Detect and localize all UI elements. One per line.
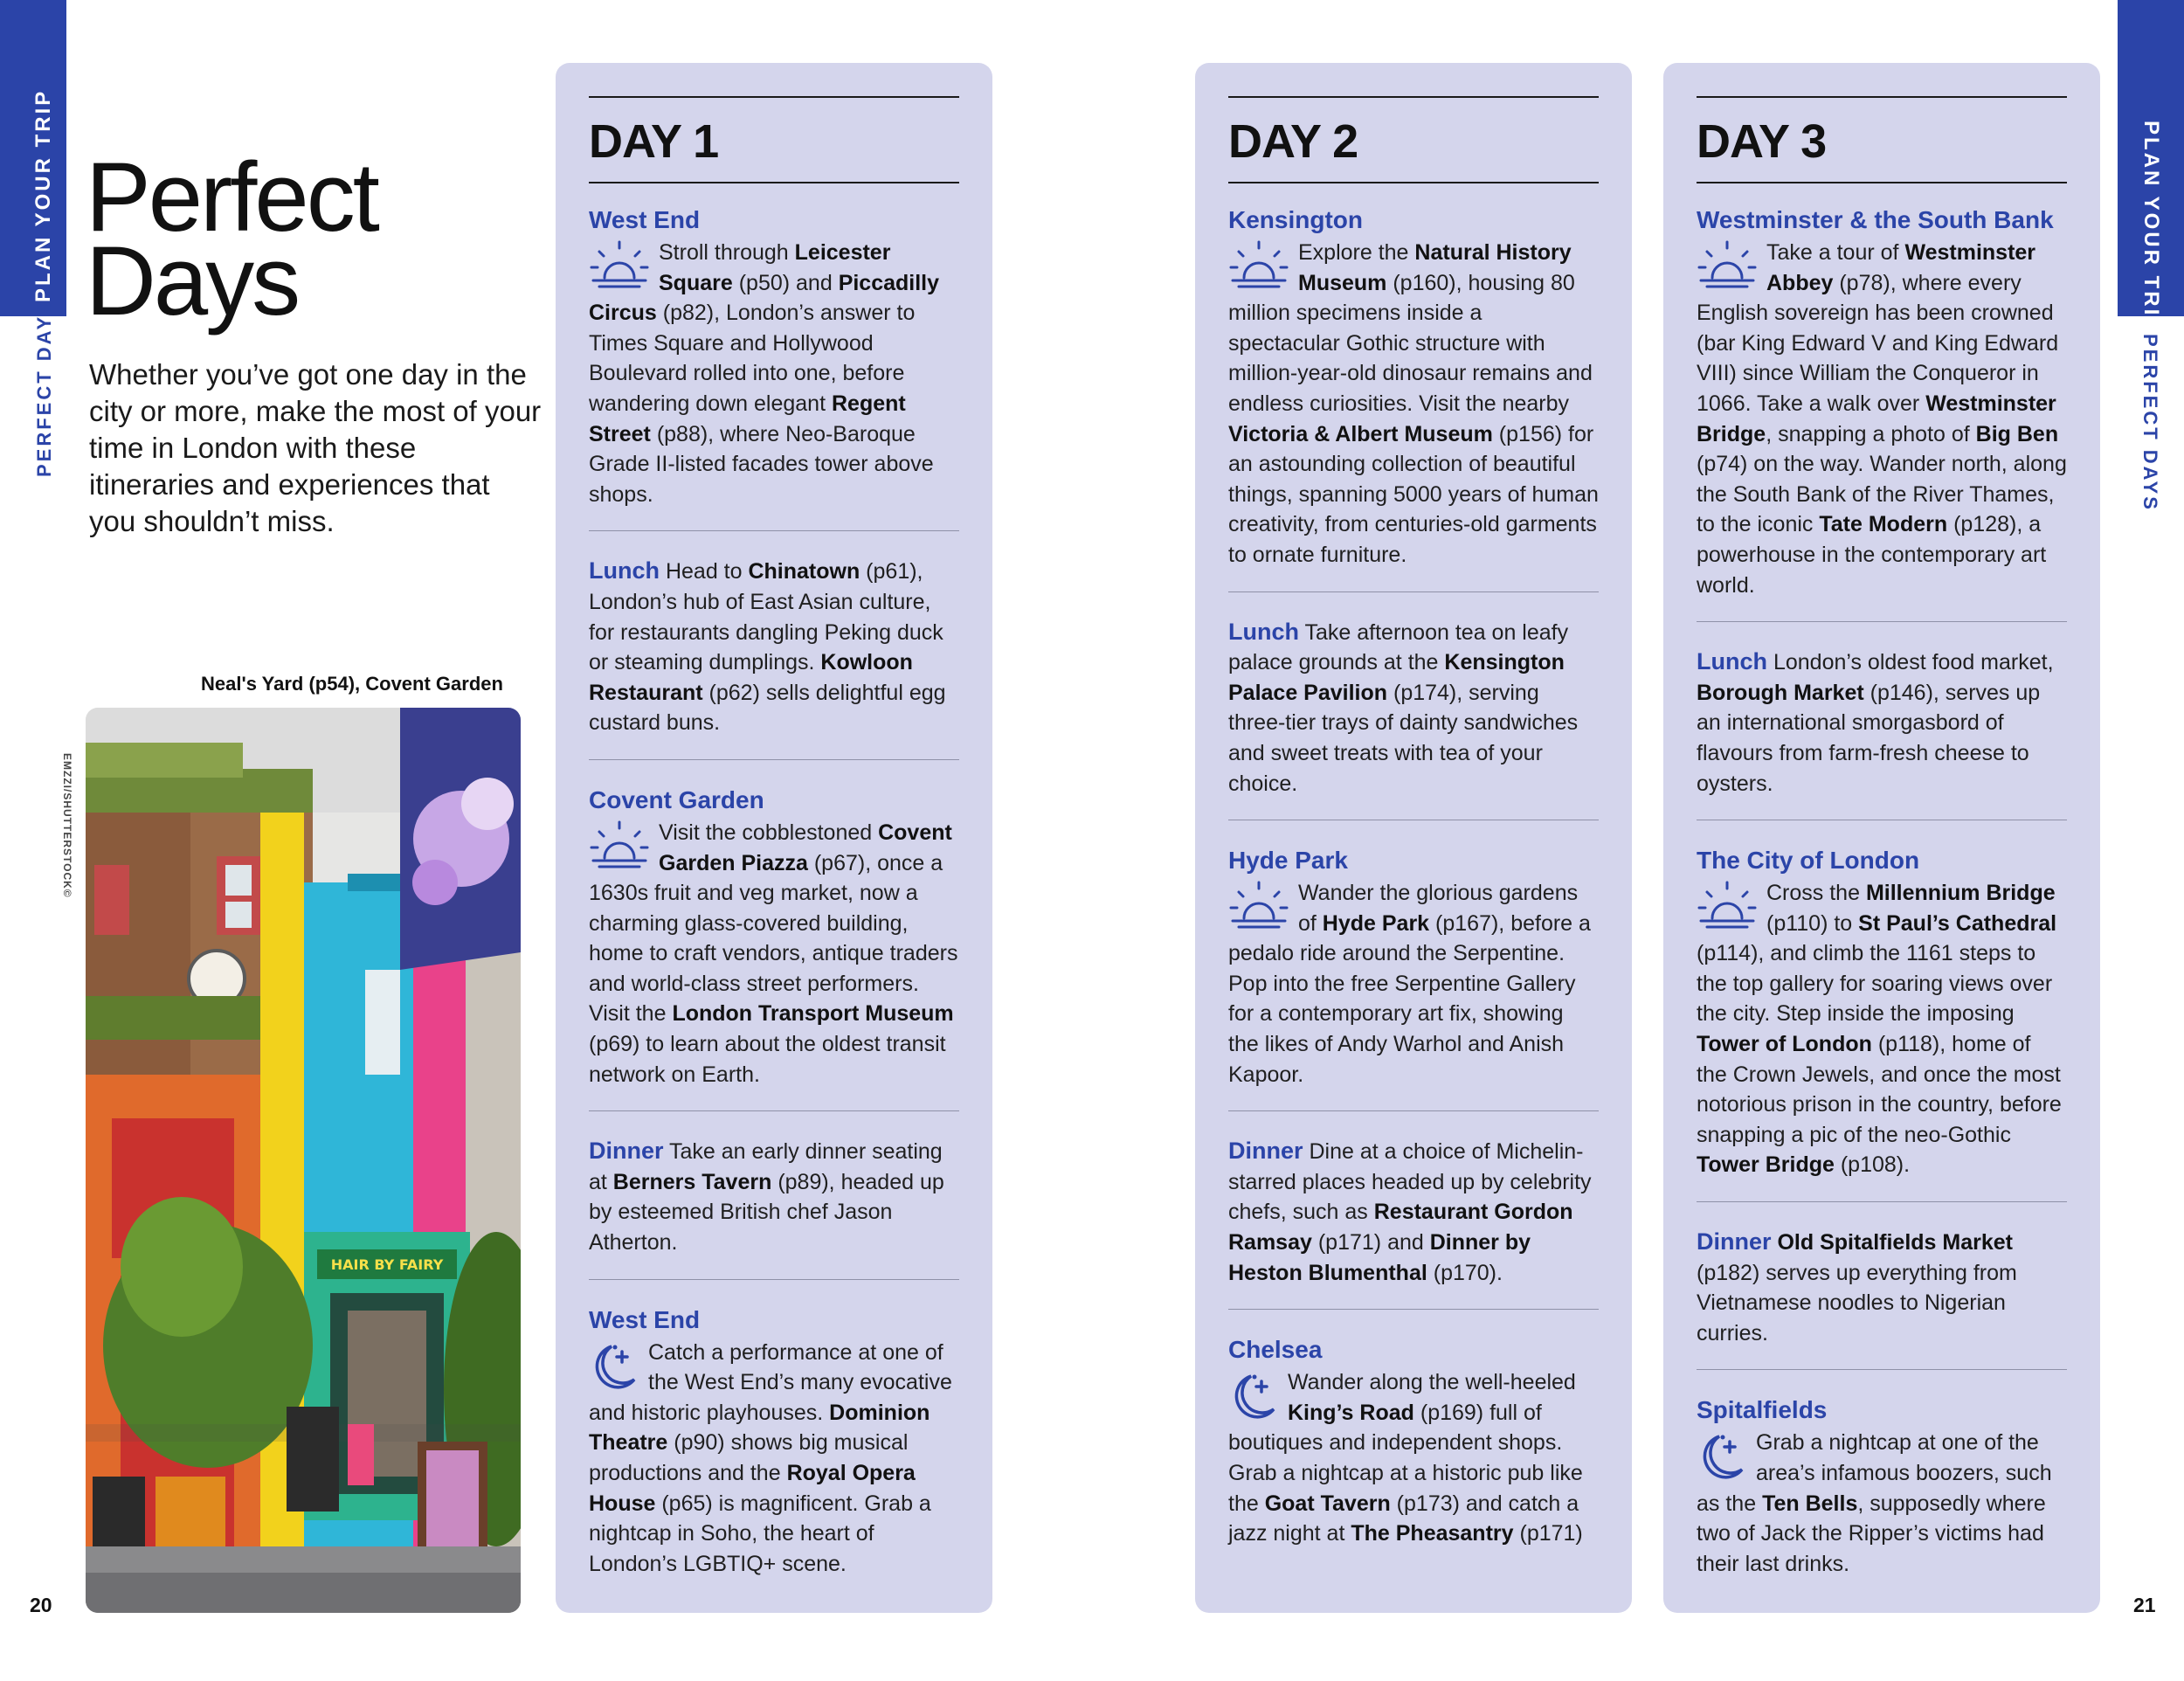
- sun-icon: [1228, 239, 1289, 294]
- itinerary-section: [1228, 1309, 1599, 1549]
- moon-icon: [589, 1339, 639, 1395]
- section-heading: West End: [589, 1305, 701, 1333]
- page-number-right: 21: [2133, 1594, 2156, 1616]
- section-text: [589, 556, 959, 738]
- moon-icon: [1228, 1369, 1279, 1425]
- page-number-left: 20: [30, 1594, 52, 1616]
- meal-label: Lunch: [1228, 618, 1299, 645]
- meal-label: Lunch: [589, 557, 660, 585]
- section-heading: Covent Garden: [589, 785, 764, 813]
- section-text: [1228, 238, 1599, 571]
- section-heading: Hyde Park: [1228, 847, 1348, 875]
- section-body: Wander the glorious gardens of Hyde Park (p167), before a pedalo ride around the Serpentine. Pop into the free Serpentine Gallery for a contemporary art fix, showing the likes of Andy Warhol and Anish Kapoor.: [1228, 881, 1591, 1087]
- section-text: [1228, 1367, 1599, 1549]
- itinerary-section: [1228, 1110, 1599, 1288]
- tab-label-plan-your-trip-left: PLAN YOUR TRIP: [31, 88, 55, 302]
- section-heading: Westminster & the South Bank: [1697, 206, 2054, 233]
- section-text: [1228, 1136, 1599, 1288]
- photo-caption: Neal's Yard (p54), Covent Garden: [201, 673, 503, 695]
- section-text: [1697, 878, 2067, 1180]
- day-sections: [589, 204, 959, 1579]
- card-top-rule: [589, 96, 959, 98]
- section-body: Head to Chinatown (p61), London’s hub of East Asian culture, for restaurants dangling Peking duck or steaming dumplings. Kowloon Restaurant (p62) sells delightful egg custard buns.: [589, 559, 946, 736]
- itinerary-section: [589, 530, 959, 738]
- sun-icon: [589, 239, 650, 294]
- section-text: [589, 1136, 959, 1257]
- day-title-rule: [1697, 182, 2067, 183]
- itinerary-section: [589, 1279, 959, 1580]
- section-heading: Kensington: [1228, 206, 1363, 233]
- section-body: Stroll through Leicester Square (p50) and Piccadilly Circus (p82), London’s answer to Times Square and Hollywood Boulevard rolled into one, before wandering down elegant Regent Street (p88), where Neo-Baroque Grade II-listed facades tower above shops.: [589, 240, 940, 507]
- section-text: [1228, 878, 1599, 1090]
- section-heading: The City of London: [1697, 847, 1920, 875]
- moon-icon: [1697, 1429, 1747, 1485]
- day-card-3: [1663, 63, 2100, 1613]
- page-title: [86, 142, 377, 336]
- itinerary-section: [1697, 204, 2067, 600]
- itinerary-section: [1228, 820, 1599, 1090]
- section-text: [1228, 617, 1599, 799]
- photo-credit: EMZZI/SHUTTERSTOCK©: [61, 753, 73, 898]
- itinerary-section: [589, 759, 959, 1090]
- sun-icon: [1228, 880, 1289, 934]
- itinerary-section: [1697, 1201, 2067, 1348]
- section-body: Dine at a choice of Michelin-starred places headed up by celebrity chefs, such as Restaurant Gordon Ramsay (p171) and Dinner by Heston Blumenthal (p170).: [1228, 1139, 1592, 1285]
- section-body: Catch a performance at one of the West End’s many evocative and historic playhouses. Dominion Theatre (p90) shows big musical productions and the Royal Opera House (p65) is magnificent. Grab a nightcap in Soho, the heart of London’s LGBTIQ+ scene.: [589, 1339, 952, 1576]
- meal-label: Lunch: [1697, 648, 1767, 675]
- title-line-1: Perfect: [86, 142, 377, 252]
- itinerary-section: [1697, 1369, 2067, 1579]
- card-top-rule: [1697, 96, 2067, 98]
- tab-label-plan-your-trip-right: PLAN YOUR TRIP: [2139, 121, 2163, 335]
- section-body: Take afternoon tea on leafy palace grounds at the Kensington Palace Pavilion (p174), serving three-tier trays of dainty sandwiches and sweet treats with tea of your choice.: [1228, 619, 1579, 796]
- section-body: Cross the Millennium Bridge (p110) to St Paul’s Cathedral (p114), and climb the 1161 steps to the top gallery for soaring views over the city. Step inside the imposing Tower of London (p118), home of the Crown Jewels, and once the most notorious prison in the country, before snapping a pic of the neo-Gothic Tower Bridge (p108).: [1697, 881, 2062, 1178]
- shop-sign-text: HAIR BY FAIRY: [330, 1256, 444, 1273]
- itinerary-section: [1228, 204, 1599, 571]
- day-title-rule: [1228, 182, 1599, 183]
- title-line-2: Days: [86, 226, 299, 336]
- itinerary-section: [1697, 820, 2067, 1180]
- neals-yard-photo: [86, 708, 521, 1613]
- meal-label: Dinner: [1228, 1138, 1303, 1165]
- section-body: Old Spitalfields Market (p182) serves up everything from Vietnamese noodles to Nigerian curries.: [1697, 1230, 2017, 1345]
- day-sections: [1228, 204, 1599, 1549]
- section-heading: Chelsea: [1228, 1336, 1323, 1364]
- day-title-rule: [589, 182, 959, 183]
- itinerary-section: [589, 204, 959, 509]
- sun-icon: [589, 820, 650, 874]
- itinerary-section: [1228, 591, 1599, 799]
- section-text: [589, 238, 959, 509]
- tab-label-perfect-days-right: PERFECT DAYS: [2139, 334, 2161, 512]
- sun-icon: [1697, 880, 1758, 934]
- meal-label: Dinner: [1697, 1228, 1772, 1256]
- section-body: Take a tour of Westminster Abbey (p78), where every English sovereign has been crowned (bar King Edward V and King Edward VIII) since William the Conqueror in 1066. Take a walk over Westminster Bridge, snapping a photo of Big Ben (p74) on the way. Wander north, along the South Bank of the River Thames, to the iconic Tate Modern (p128), a powerhouse in the contemporary art world.: [1697, 240, 2067, 598]
- section-body: Take an early dinner seating at Berners Tavern (p89), headed up by esteemed British chef Jason Atherton.: [589, 1139, 944, 1256]
- day-title: DAY 3: [1697, 115, 1827, 168]
- section-text: [1697, 647, 2067, 799]
- section-body: Visit the cobblestoned Covent Garden Piazza (p67), once a 1630s fruit and veg market, now a charming glass-covered building, home to craft vendors, antique traders and world-class street performers. Visit the London Transport Museum (p69) to learn about the oldest transit network on Earth.: [589, 820, 958, 1087]
- section-body: Explore the Natural History Museum (p160), housing 80 million specimens inside a spectacular Gothic structure with million-year-old dinosaur remains and endless curiosities. Visit the nearby Victoria & Albert Museum (p156) for an astounding collection of beautiful things, spanning 5000 years of human creativity, from centuries-old garments to ornate furniture.: [1228, 240, 1599, 567]
- intro-text: Whether you’ve got one day in the city or more, make the most of your time in London with these itineraries and experiences that you shouldn’t miss.: [89, 358, 542, 537]
- section-text: [589, 1338, 959, 1580]
- section-text: [1697, 238, 2067, 600]
- day-sections: [1697, 204, 2067, 1579]
- day-title: DAY 2: [1228, 115, 1358, 168]
- section-body: London’s oldest food market, Borough Market (p146), serves up an international smorgasbord of flavours from farm-fresh cheese to oysters.: [1697, 650, 2054, 796]
- section-body: Grab a nightcap at one of the area’s infamous boozers, such as the Ten Bells, supposedly where two of Jack the Ripper’s victims had their last drinks.: [1697, 1430, 2052, 1576]
- card-top-rule: [1228, 96, 1599, 98]
- section-text: [1697, 1227, 2067, 1348]
- tab-label-perfect-days-left: PERFECT DAYS: [33, 299, 55, 477]
- itinerary-section: [589, 1110, 959, 1257]
- section-heading: West End: [589, 206, 701, 233]
- meal-label: Dinner: [589, 1138, 664, 1165]
- day-title: DAY 1: [589, 115, 719, 168]
- itinerary-section: [1697, 621, 2067, 799]
- section-body: Wander along the well-heeled King’s Road (p169) full of boutiques and independent shops. Grab a nightcap at a historic pub like the Goat Tavern (p173) and catch a jazz night at The Pheasantry (p171): [1228, 1370, 1583, 1546]
- section-text: [1697, 1428, 2067, 1579]
- section-heading: Spitalfields: [1697, 1396, 1828, 1424]
- sun-icon: [1697, 239, 1758, 294]
- day-card-2: [1195, 63, 1632, 1613]
- section-text: [589, 818, 959, 1090]
- day-card-1: [556, 63, 992, 1613]
